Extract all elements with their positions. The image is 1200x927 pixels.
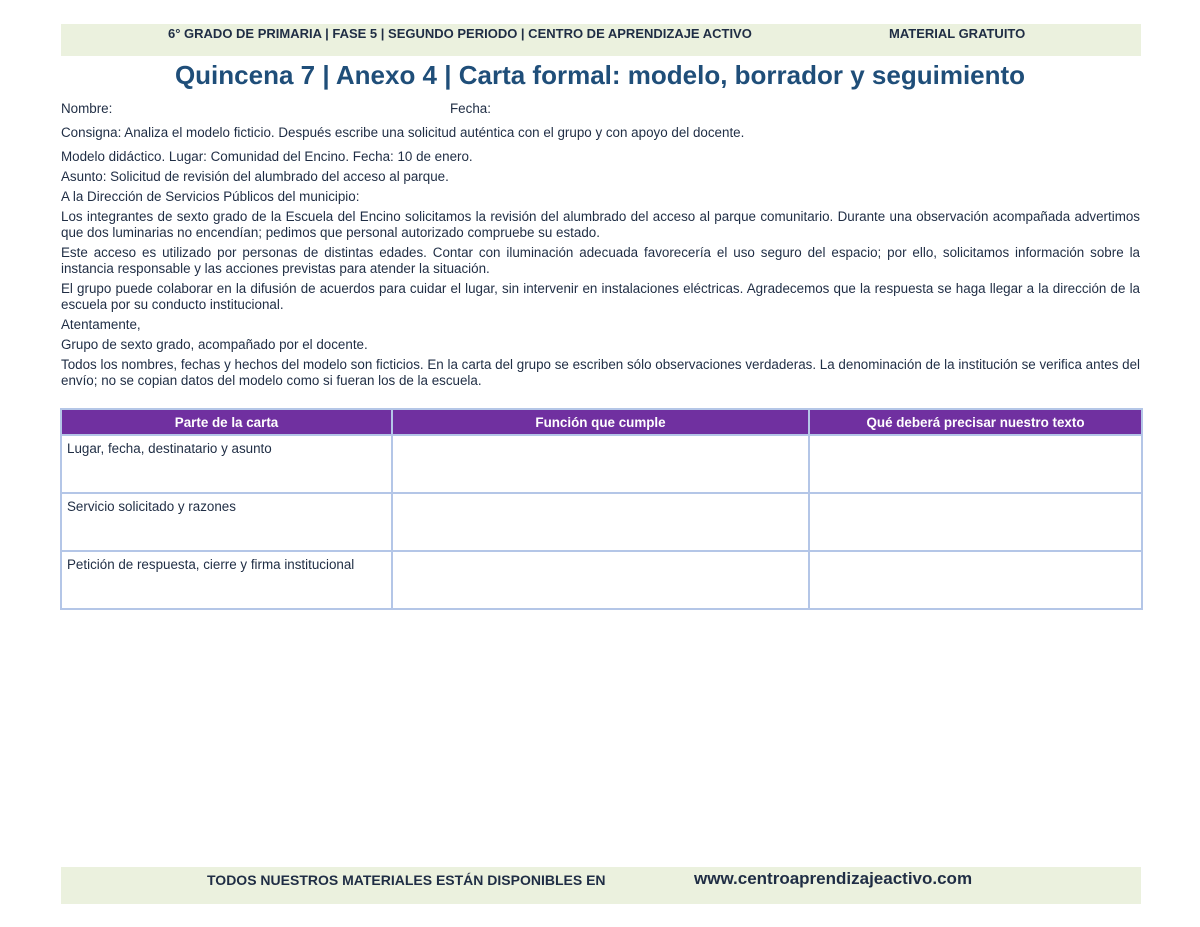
table-row [61, 493, 1142, 551]
letter-subject: Asunto: Solicitud de revisión del alumbrado del acceso al parque. [61, 169, 449, 184]
footer-website-link[interactable]: www.centroaprendizajeactivo.com [694, 869, 973, 888]
table-cell-precision[interactable] [809, 551, 1142, 609]
table-header-row [61, 409, 1142, 435]
column-header: Qué deberá precisar nuestro texto [809, 409, 1142, 435]
fiction-note: Todos los nombres, fechas y hechos del modelo son ficticios. En la carta del grupo se escriben sólo observaciones verdaderas. La denominación de la institución se verifica antes del envío; no se copian datos del modelo como si fueran los de la escuela. [61, 357, 1140, 388]
letter-recipient: A la Dirección de Servicios Públicos del municipio: [61, 189, 360, 204]
letter-closing: Atentamente, [61, 317, 141, 332]
table-cell-function[interactable] [392, 435, 809, 493]
column-header: Parte de la carta [61, 409, 392, 435]
header-band [61, 24, 1141, 56]
letter-model-line: Modelo didáctico. Lugar: Comunidad del Encino. Fecha: 10 de enero. [61, 149, 473, 164]
table-cell-function[interactable] [392, 551, 809, 609]
table-cell-part: Lugar, fecha, destinatario y asunto [61, 435, 392, 493]
date-field-label: Fecha: [450, 101, 491, 116]
table-cell-part: Servicio solicitado y razones [61, 493, 392, 551]
letter-parts-table [60, 408, 1143, 610]
column-header: Función que cumple [392, 409, 809, 435]
letter-signature: Grupo de sexto grado, acompañado por el docente. [61, 337, 368, 352]
letter-paragraph-2: Este acceso es utilizado por personas de distintas edades. Contar con iluminación adecuada favorecería el uso seguro del espacio; por ello, solicitamos información sobre la instancia responsable y las acciones previstas para atender la situación. [61, 245, 1140, 276]
student-fields [61, 101, 1140, 117]
footer-text: TODOS NUESTROS MATERIALES ESTÁN DISPONIBLES EN [207, 872, 606, 888]
letter-paragraph-1: Los integrantes de sexto grado de la Escuela del Encino solicitamos la revisión del alumbrado del acceso al parque comunitario. Durante una observación acompañada advertimos que dos luminarias no encendían; pedimos que personal autorizado compruebe su estado. [61, 209, 1140, 240]
instruction-text: Consigna: Analiza el modelo ficticio. Después escribe una solicitud auténtica con el grupo y con apoyo del docente. [61, 125, 745, 140]
header-free-material: MATERIAL GRATUITO [889, 26, 1026, 41]
table-cell-precision[interactable] [809, 493, 1142, 551]
letter-paragraph-3: El grupo puede colaborar en la difusión de acuerdos para cuidar el lugar, sin intervenir en instalaciones eléctricas. Agradecemos que la respuesta se haga llegar a la dirección de la escuela por su conducto institucional. [61, 281, 1140, 312]
table-cell-function[interactable] [392, 493, 809, 551]
table-cell-part: Petición de respuesta, cierre y firma institucional [61, 551, 392, 609]
footer-band [61, 867, 1141, 904]
worksheet-content [61, 101, 1140, 393]
header-info: 6° GRADO DE PRIMARIA | FASE 5 | SEGUNDO PERIODO | CENTRO DE APRENDIZAJE ACTIVO [168, 26, 752, 41]
page-title: Quincena 7 | Anexo 4 | Carta formal: modelo, borrador y seguimiento [174, 60, 1026, 90]
table-row [61, 551, 1142, 609]
table-cell-precision[interactable] [809, 435, 1142, 493]
table-row [61, 435, 1142, 493]
name-field-label: Nombre: [61, 101, 113, 116]
